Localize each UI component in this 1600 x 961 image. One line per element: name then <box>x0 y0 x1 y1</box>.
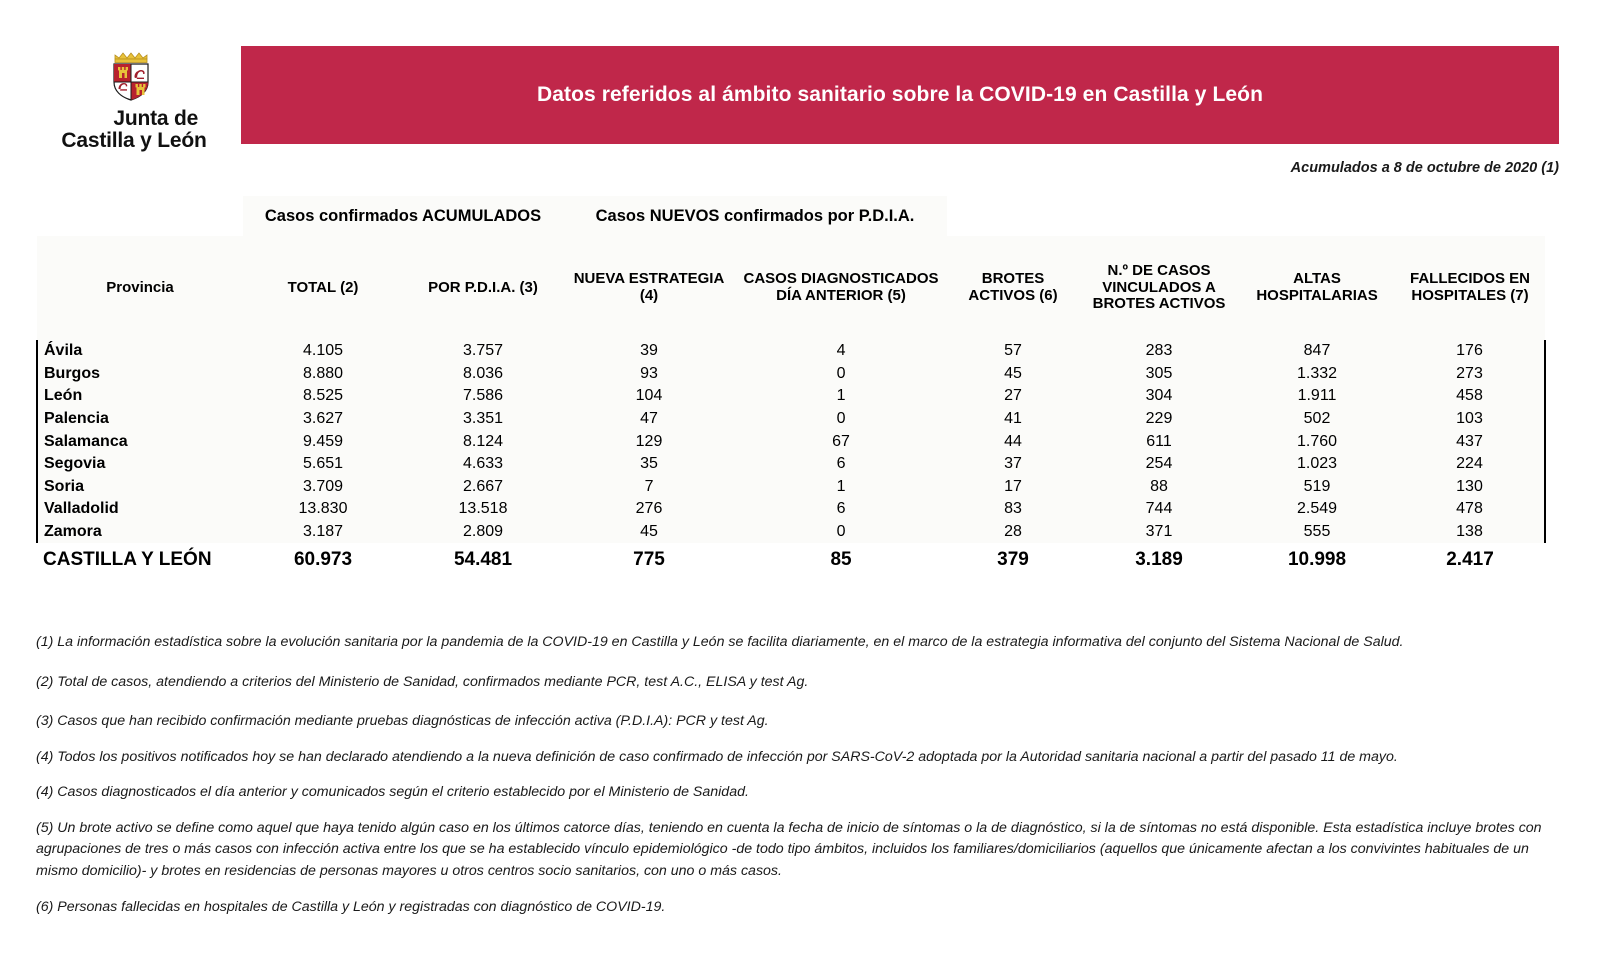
column-header-casos-vinculados: N.º DE CASOS VINCULADOS A BROTES ACTIVOS <box>1079 236 1239 340</box>
table-row <box>37 385 1545 408</box>
total-row-fallecidos: 2.417 <box>1395 543 1545 577</box>
junta-logo-line2: Castilla y León <box>61 129 207 153</box>
cell-dia-anterior: 4 <box>735 340 947 363</box>
cell-provincia: Palencia <box>37 408 243 431</box>
cell-nueva-estrategia: 129 <box>563 430 735 453</box>
cell-fallecidos: 224 <box>1395 453 1545 476</box>
junta-castilla-leon-crest-icon <box>103 44 165 106</box>
cell-casos-vinculados: 88 <box>1079 476 1239 499</box>
banner-title: Datos referidos al ámbito sanitario sobre la COVID-19 en Castilla y León <box>536 83 1264 106</box>
column-header-dia-anterior: CASOS DIAGNOSTICADOS DÍA ANTERIOR (5) <box>735 236 947 340</box>
cell-casos-vinculados: 254 <box>1079 453 1239 476</box>
cell-brotes-activos: 44 <box>947 430 1079 453</box>
table-row <box>37 521 1545 544</box>
total-row-casos-vinculados: 3.189 <box>1079 543 1239 577</box>
covid-data-table <box>36 196 1546 577</box>
table-row <box>37 498 1545 521</box>
covid-data-table-wrapper <box>36 196 1544 577</box>
cell-altas: 519 <box>1239 476 1395 499</box>
table-body <box>37 340 1545 543</box>
cell-total: 5.651 <box>243 453 403 476</box>
cell-brotes-activos: 45 <box>947 363 1079 386</box>
group-header-nuevos: Casos NUEVOS confirmados por P.D.I.A. <box>563 196 947 236</box>
cell-nueva-estrategia: 276 <box>563 498 735 521</box>
cell-altas: 1.911 <box>1239 385 1395 408</box>
column-header-nueva-estrategia: NUEVA ESTRATEGIA (4) <box>563 236 735 340</box>
cell-total: 3.187 <box>243 521 403 544</box>
cell-pdia: 8.124 <box>403 430 563 453</box>
footnote-4: (4) Todos los positivos notificados hoy se han declarado atendiendo a la nueva definición de caso confirmado de infección por SARS-CoV-2 adoptada por la Autoridad sanitaria nacional a partir del pasado 11 de mayo. <box>36 748 1398 765</box>
cell-provincia: Soria <box>37 476 243 499</box>
cell-total: 4.105 <box>243 340 403 363</box>
cell-nueva-estrategia: 45 <box>563 521 735 544</box>
cell-altas: 847 <box>1239 340 1395 363</box>
cell-total: 8.880 <box>243 363 403 386</box>
cell-dia-anterior: 1 <box>735 385 947 408</box>
group-header-spacer-right <box>947 196 1545 236</box>
junta-logo-text <box>61 108 206 152</box>
table-row <box>37 453 1545 476</box>
column-header-por-pdia: POR P.D.I.A. (3) <box>403 236 563 340</box>
table-total-row <box>37 543 1545 577</box>
footnote-2: (2) Total de casos, atendiendo a criterios del Ministerio de Sanidad, confirmados mediante PCR, test A.C., ELISA y test Ag. <box>36 673 809 690</box>
table-row <box>37 408 1545 431</box>
cell-total: 13.830 <box>243 498 403 521</box>
junta-logo-line1: Junta de <box>113 107 199 130</box>
footnote-3: (3) Casos que han recibido confirmación mediante pruebas diagnósticas de infección activa (P.D.I.A): PCR y test Ag. <box>36 713 769 730</box>
page-header <box>0 0 1600 160</box>
cell-pdia: 2.809 <box>403 521 563 544</box>
cell-altas: 555 <box>1239 521 1395 544</box>
cell-casos-vinculados: 304 <box>1079 385 1239 408</box>
table-row <box>37 476 1545 499</box>
cell-provincia: León <box>37 385 243 408</box>
cell-pdia: 3.757 <box>403 340 563 363</box>
total-row-total: 60.973 <box>243 543 403 577</box>
cell-altas: 1.332 <box>1239 363 1395 386</box>
cell-brotes-activos: 37 <box>947 453 1079 476</box>
column-header-total: TOTAL (2) <box>243 236 403 340</box>
table-group-header-row <box>37 196 1545 236</box>
cell-altas: 502 <box>1239 408 1395 431</box>
cell-casos-vinculados: 283 <box>1079 340 1239 363</box>
group-header-spacer <box>37 196 243 236</box>
cell-altas: 1.760 <box>1239 430 1395 453</box>
cell-nueva-estrategia: 47 <box>563 408 735 431</box>
cell-fallecidos: 176 <box>1395 340 1545 363</box>
cell-dia-anterior: 6 <box>735 453 947 476</box>
cell-provincia: Burgos <box>37 363 243 386</box>
cell-pdia: 3.351 <box>403 408 563 431</box>
title-banner <box>241 46 1559 144</box>
group-header-acumulados: Casos confirmados ACUMULADOS <box>243 196 563 236</box>
cell-fallecidos: 478 <box>1395 498 1545 521</box>
cell-total: 3.627 <box>243 408 403 431</box>
cell-fallecidos: 103 <box>1395 408 1545 431</box>
cell-total: 9.459 <box>243 430 403 453</box>
cell-nueva-estrategia: 93 <box>563 363 735 386</box>
total-row-label: CASTILLA Y LEÓN <box>37 543 243 577</box>
cell-altas: 2.549 <box>1239 498 1395 521</box>
cell-pdia: 7.586 <box>403 385 563 408</box>
cell-casos-vinculados: 744 <box>1079 498 1239 521</box>
table-row <box>37 430 1545 453</box>
cell-casos-vinculados: 371 <box>1079 521 1239 544</box>
cell-brotes-activos: 57 <box>947 340 1079 363</box>
cell-nueva-estrategia: 35 <box>563 453 735 476</box>
cell-casos-vinculados: 305 <box>1079 363 1239 386</box>
cell-provincia: Valladolid <box>37 498 243 521</box>
cell-casos-vinculados: 611 <box>1079 430 1239 453</box>
footnote-5: (4) Casos diagnosticados el día anterior y comunicados según el criterio establecido por el Ministerio de Sanidad. <box>36 784 749 801</box>
cell-provincia: Salamanca <box>37 430 243 453</box>
cell-dia-anterior: 67 <box>735 430 947 453</box>
cell-dia-anterior: 1 <box>735 476 947 499</box>
cell-total: 8.525 <box>243 385 403 408</box>
total-row-nueva-estrategia: 775 <box>563 543 735 577</box>
accumulated-date-label: Acumulados a 8 de octubre de 2020 (1) <box>1290 160 1559 176</box>
table-column-header-row <box>37 236 1545 340</box>
cell-casos-vinculados: 229 <box>1079 408 1239 431</box>
cell-fallecidos: 138 <box>1395 521 1545 544</box>
cell-brotes-activos: 83 <box>947 498 1079 521</box>
cell-fallecidos: 437 <box>1395 430 1545 453</box>
cell-total: 3.709 <box>243 476 403 499</box>
column-header-brotes-activos: BROTES ACTIVOS (6) <box>947 236 1079 340</box>
cell-provincia: Zamora <box>37 521 243 544</box>
cell-dia-anterior: 6 <box>735 498 947 521</box>
total-row-brotes-activos: 379 <box>947 543 1079 577</box>
cell-provincia: Ávila <box>37 340 243 363</box>
cell-fallecidos: 273 <box>1395 363 1545 386</box>
cell-nueva-estrategia: 104 <box>563 385 735 408</box>
footnotes <box>36 632 1552 932</box>
cell-provincia: Segovia <box>37 453 243 476</box>
cell-brotes-activos: 17 <box>947 476 1079 499</box>
total-row-dia-anterior: 85 <box>735 543 947 577</box>
column-header-fallecidos: FALLECIDOS EN HOSPITALES (7) <box>1395 236 1545 340</box>
junta-logo <box>34 44 234 154</box>
footnote-7: (6) Personas fallecidas en hospitales de Castilla y León y registradas con diagnóstico de COVID-19. <box>36 898 666 915</box>
table-row <box>37 340 1545 363</box>
cell-brotes-activos: 27 <box>947 385 1079 408</box>
cell-pdia: 8.036 <box>403 363 563 386</box>
cell-pdia: 2.667 <box>403 476 563 499</box>
table-row <box>37 363 1545 386</box>
cell-brotes-activos: 41 <box>947 408 1079 431</box>
cell-fallecidos: 458 <box>1395 385 1545 408</box>
cell-pdia: 13.518 <box>403 498 563 521</box>
cell-nueva-estrategia: 7 <box>563 476 735 499</box>
footnote-6: (5) Un brote activo se define como aquel que haya tenido algún caso en los últimos catorce días, teniendo en cuenta la fecha de inicio de síntomas o la de diagnóstico, si la de síntomas no está disponible. Esta estadística incluye brotes con agrupaciones de tres o más casos con infección activa entre los que se ha establecido vínculo epidemiológico -de todo tipo ámbitos, incluidos los familiares/domiciliarios (aquellos que únicamente afectan a los convivintes habituales de un mismo domicilio)- y brotes en residencias de personas mayores u otros centros socio sanitarios, con uno o más casos. <box>36 819 1542 880</box>
cell-fallecidos: 130 <box>1395 476 1545 499</box>
cell-dia-anterior: 0 <box>735 521 947 544</box>
cell-altas: 1.023 <box>1239 453 1395 476</box>
column-header-provincia: Provincia <box>37 236 243 340</box>
cell-nueva-estrategia: 39 <box>563 340 735 363</box>
cell-pdia: 4.633 <box>403 453 563 476</box>
footnote-1: (1) La información estadística sobre la evolución sanitaria por la pandemia de la COVID-19 en Castilla y León se facilita diariamente, en el marco de la estrategia informativa del conjunto del Sistema Nacional de Salud. <box>36 634 1404 650</box>
cell-dia-anterior: 0 <box>735 363 947 386</box>
cell-dia-anterior: 0 <box>735 408 947 431</box>
cell-brotes-activos: 28 <box>947 521 1079 544</box>
column-header-altas-hospitalarias: ALTAS HOSPITALARIAS <box>1239 236 1395 340</box>
total-row-pdia: 54.481 <box>403 543 563 577</box>
total-row-altas: 10.998 <box>1239 543 1395 577</box>
